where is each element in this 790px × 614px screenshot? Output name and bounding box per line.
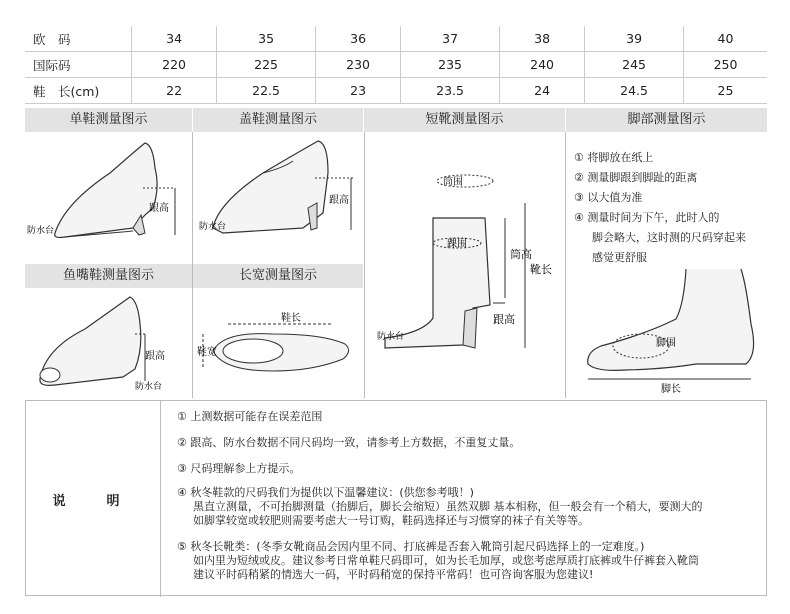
row-label: 欧 码 (25, 26, 132, 52)
table-cell: 23 (316, 78, 401, 104)
table-cell: 35 (217, 26, 316, 52)
table-cell: 25 (684, 78, 768, 104)
table-cell: 34 (132, 26, 217, 52)
step: ③ 以大值为准 (574, 191, 643, 204)
boot-illustration (365, 133, 565, 397)
step: ① 将脚放在纸上 (574, 151, 654, 164)
table-cell: 24 (500, 78, 585, 104)
note-line: ⑤ 秋冬长靴类：(冬季女靴商品会因内里不同、打底裤是否套入靴筒引起尺码选择上的一定难度。) (177, 540, 645, 553)
boot-height-label: 靴长 (530, 263, 552, 276)
calf-label: 筒围 (443, 177, 463, 188)
lengthwidth-illustration (193, 289, 363, 399)
heel-height-label: 跟高 (145, 351, 165, 362)
notes-title: 说 明 (26, 401, 161, 597)
note-4 (177, 486, 703, 528)
note-1: ① 上测数据可能存在误差范围 (177, 410, 323, 423)
table-cell: 24.5 (585, 78, 684, 104)
heel-height-label: 跟高 (493, 313, 515, 326)
note-5 (177, 540, 699, 582)
platform-shoe-illustration (193, 133, 363, 263)
note-line: 如脚掌较宽或较肥则需要考虑大一号订购，鞋码选择还与习惯穿的袜子有关等等。 (193, 514, 589, 527)
table-cell: 36 (316, 26, 401, 52)
platform-label: 防水台 (135, 382, 163, 392)
table-row (25, 78, 767, 104)
platform-label: 防水台 (377, 332, 405, 342)
table-cell: 38 (500, 26, 585, 52)
table-cell: 40 (684, 26, 768, 52)
peeptoe-illustration (25, 289, 192, 399)
heel-height-label: 跟高 (149, 203, 169, 214)
note-line: 如内里为短绒或皮。建议参考日常单鞋尺码即可，如为长毛加厚，或您考虑厚质打底裤或牛仔裤套入靴筒 (193, 554, 699, 567)
step: ④ 测量时间为下午，此时人的 (574, 211, 720, 224)
row-label: 鞋 长(cm) (25, 78, 132, 104)
table-cell: 37 (401, 26, 500, 52)
platform-label: 防水台 (199, 222, 227, 232)
table-cell: 23.5 (401, 78, 500, 104)
table-cell: 250 (684, 52, 768, 78)
note-line: ④ 秋冬鞋款的尺码我们为提供以下温馨建议：(供您参考哦！) (177, 486, 474, 499)
table-cell: 22.5 (217, 78, 316, 104)
table-cell: 230 (316, 52, 401, 78)
table-cell: 235 (401, 52, 500, 78)
table-cell: 22 (132, 78, 217, 104)
header-foot: 脚部测量图示 (566, 108, 767, 132)
header-pump: 单鞋测量图示 (25, 108, 192, 132)
table-cell: 39 (585, 26, 684, 52)
shaft-height-label: 筒高 (510, 248, 532, 261)
row-label: 国际码 (25, 52, 132, 78)
table-row (25, 26, 767, 52)
foot-illustration (566, 264, 766, 397)
table-row (25, 52, 767, 78)
header-platform: 盖鞋测量图示 (193, 108, 363, 132)
note-line: 建议平时码稍紧的情选大一码，平时码稍宽的保持平常码！也可咨询客服为您建议! (193, 568, 594, 581)
table-cell: 225 (217, 52, 316, 78)
pump-illustration (25, 133, 192, 263)
foot-girth-label: 脚围 (656, 338, 676, 349)
table-cell: 245 (585, 52, 684, 78)
shoe-width-label: 鞋宽 (197, 347, 217, 358)
shoe-length-label: 鞋长 (281, 313, 301, 324)
foot-length-label: 脚长 (661, 384, 681, 395)
platform-label: 防水台 (27, 226, 55, 236)
header-boot: 短靴测量图示 (364, 108, 565, 132)
table-cell: 240 (500, 52, 585, 78)
header-lengthwidth: 长宽测量图示 (193, 264, 363, 288)
note-2: ② 跟高、防水台数据不同尺码均一致，请参考上方数据，不重复丈量。 (177, 436, 521, 449)
foot-steps (574, 148, 746, 268)
note-3: ③ 尺码理解参上方提示。 (177, 462, 301, 475)
heel-height-label: 跟高 (329, 195, 349, 206)
table-cell: 220 (132, 52, 217, 78)
header-peeptoe: 鱼嘴鞋测量图示 (25, 264, 192, 288)
step: 脚会略大，这时测的尺码穿起来 (592, 231, 746, 244)
note-line: 黑直立测量，不可抬脚测量（抬脚后，脚长会缩短）虽然双脚 基本相称，但一般会有一个稍大，要测大的 (193, 500, 703, 513)
step: 感觉更舒服 (592, 251, 647, 264)
size-table (25, 26, 767, 104)
step: ② 测量脚跟到脚趾的距离 (574, 171, 698, 184)
ankle-label: 踝围 (447, 239, 467, 250)
